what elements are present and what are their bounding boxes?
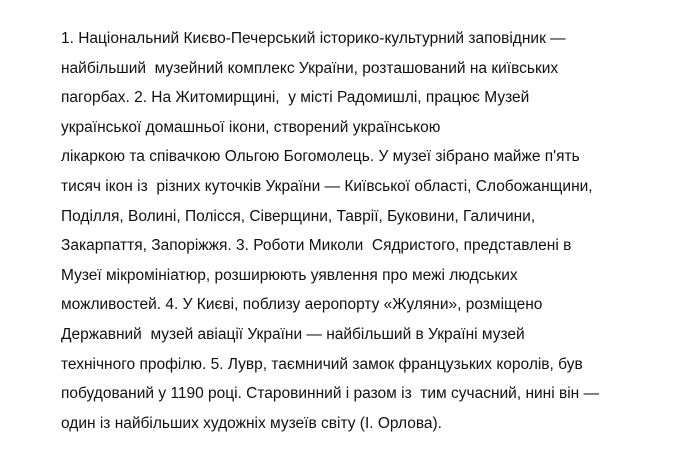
text-line-10: можливостей. 4. У Києві, поблизу аеропорту «Жуляни», розміщено <box>61 296 543 314</box>
text-line-3: пагорбах. 2. На Житомирщині, у місті Радомишлі, працює Музей <box>61 89 530 107</box>
text-line-5: лікаркою та співачкою Ольгою Богомолець. У музеї зібрано майже п'ять <box>61 148 580 166</box>
text-line-6: тисяч ікон із різних куточків України — Київської області, Слобожанщини, <box>61 177 593 195</box>
text-line-9: Музеї мікромініатюр, розширюють уявлення про межі людських <box>61 266 518 284</box>
text-line-14: один із найбільших художніх музеїв світу (І. Орлова). <box>61 414 442 432</box>
text-line-8: Закарпаття, Запоріжжя. 3. Роботи Миколи Сядристого, представлені в <box>61 237 572 255</box>
text-line-13: побудований у 1190 році. Старовинний і разом із тим сучасний, нині він — <box>61 385 600 403</box>
document-text <box>61 24 681 438</box>
text-line-11: Державний музей авіації України — найбільший в Україні музей <box>61 325 525 343</box>
text-line-1: 1. Національний Києво-Печерський історико-культурний заповідник — <box>61 30 566 47</box>
text-line-7: Поділля, Волині, Полісся, Сіверщини, Таврії, Буковини, Галичини, <box>61 207 536 225</box>
text-line-12: технічного профілю. 5. Лувр, таємничий замок французьких королів, був <box>61 355 583 373</box>
text-line-4: української домашньої ікони, створений українською <box>61 118 441 136</box>
text-line-2: найбільший музейний комплекс України, розташований на київських <box>61 59 559 77</box>
